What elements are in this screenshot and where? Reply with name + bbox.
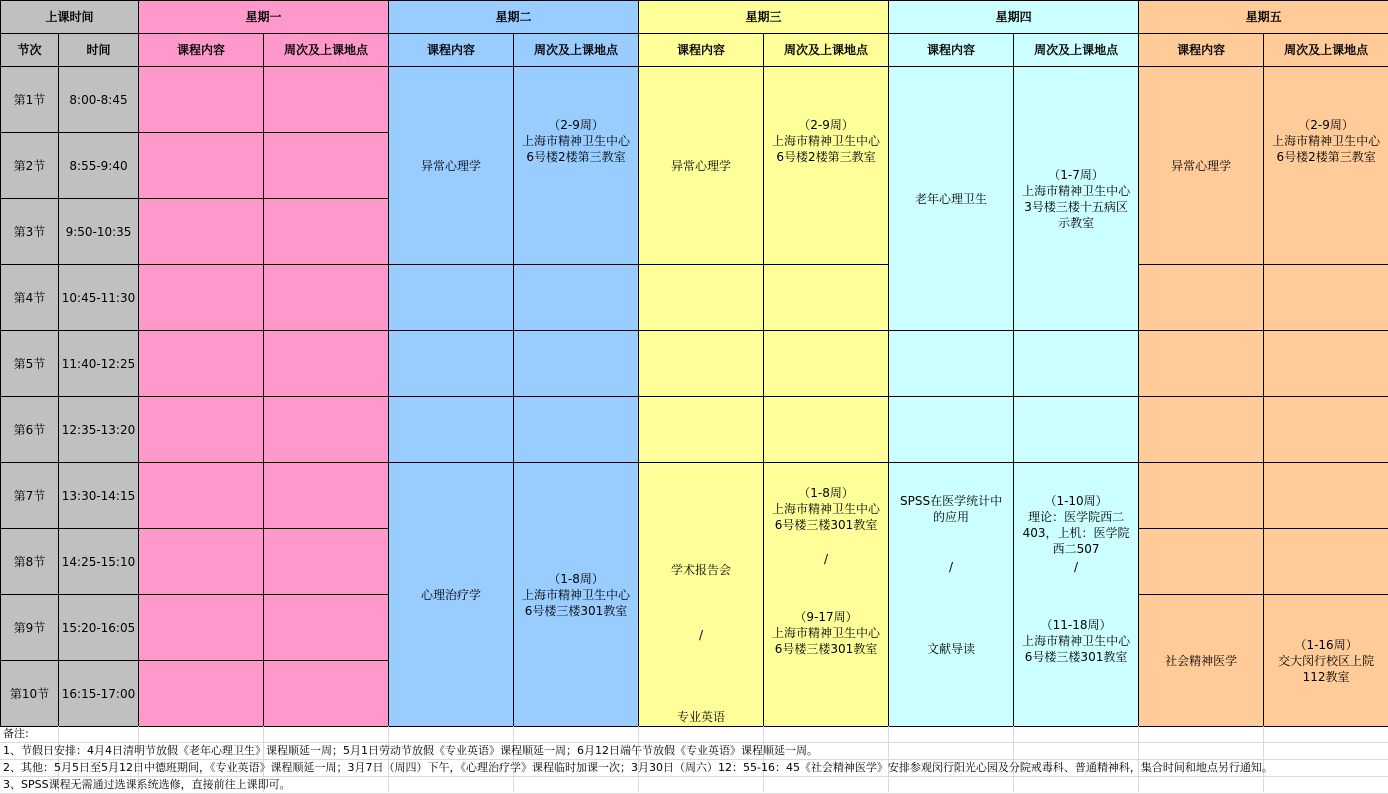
session-time: 8:55-9:40 (59, 133, 139, 199)
fri-course-cell (1139, 265, 1264, 331)
wed-location-cell (764, 331, 889, 397)
content-col-header: 课程内容 (889, 34, 1014, 67)
location-line: 上海市精神卫生中心 (522, 134, 631, 148)
separator: / (1074, 560, 1079, 574)
location-line: 西二507 (1052, 542, 1100, 556)
location-line: 112教室 (1302, 669, 1350, 684)
wed-course-cell (639, 265, 764, 331)
session-number: 第3节 (1, 199, 59, 265)
location-line: 3号楼三楼十五病区 (1024, 199, 1128, 214)
location-line: 上海市精神卫生中心 (772, 502, 881, 516)
fri-location-cell (1264, 463, 1388, 529)
thu-location-cell (1014, 397, 1139, 463)
time-col-header: 时间 (59, 34, 139, 67)
session-number: 第4节 (1, 265, 59, 331)
weeks: （1-7周） (1048, 167, 1104, 182)
note-item: 1、节假日安排：4月4日清明节放假《老年心理卫生》课程顺延一周；5月1日劳动节放假《专业英语》课程顺延一周；6月12日端午节放假《专业英语》课程顺延一周。 (0, 743, 1388, 760)
session-number: 第6节 (1, 397, 59, 463)
fri-am-course (1139, 67, 1264, 265)
session-time: 11:40-12:25 (59, 331, 139, 397)
mon-course-cell (139, 463, 264, 529)
session-time: 12:35-13:20 (59, 397, 139, 463)
wed-location-cell (764, 265, 889, 331)
session-number: 第2节 (1, 133, 59, 199)
tue-pm-course (389, 463, 514, 727)
fri-course-cell (1139, 529, 1264, 595)
wed-am-location (764, 67, 889, 265)
weeks: （11-18周） (1040, 618, 1112, 632)
session-number: 第10节 (1, 661, 59, 727)
mon-location-cell (264, 595, 389, 661)
fri-pm-location (1264, 595, 1388, 727)
location-col-header: 周次及上课地点 (264, 34, 389, 67)
mon-location-cell (264, 133, 389, 199)
location-col-header: 周次及上课地点 (1264, 34, 1388, 67)
content-col-header: 课程内容 (639, 34, 764, 67)
session-number: 第9节 (1, 595, 59, 661)
day-header-fri: 星期五 (1139, 1, 1388, 34)
fri-pm-course (1139, 595, 1264, 727)
mon-location-cell (264, 463, 389, 529)
location-line: 示教室 (1058, 215, 1095, 230)
mon-course-cell (139, 397, 264, 463)
mon-location-cell (264, 331, 389, 397)
weeks: （1-10周） (1044, 494, 1108, 508)
location-line: 上海市精神卫生中心 (772, 626, 881, 640)
tue-course-cell (389, 397, 514, 463)
mon-location-cell (264, 397, 389, 463)
fri-location-cell (1264, 331, 1388, 397)
weeks: （1-8周） (798, 486, 854, 500)
note-item: 2、其他：5月5日至5月12日中德班期间，《专业英语》课程顺延一周；3月7日（周四）下午，《心理治疗学》课程临时加课一次；3月30日（周六）12：55-16：45《社会精神医学》安排参观闵行阳光心园及分院戒毒科、普通精神科，集合时间和地点另行通知。 (0, 760, 1388, 777)
mon-location-cell (264, 661, 389, 727)
mon-course-cell (139, 529, 264, 595)
location-line: 上海市精神卫生中心 (522, 587, 631, 602)
wed-pm-course (639, 463, 764, 727)
location-line: 上海市精神卫生中心 (1022, 634, 1131, 648)
course-name: 异常心理学 (1171, 158, 1232, 173)
tue-location-cell (514, 331, 639, 397)
fri-location-cell (1264, 265, 1388, 331)
session-number: 第7节 (1, 463, 59, 529)
separator: / (699, 628, 704, 642)
session-col-header: 节次 (1, 34, 59, 67)
tue-pm-location (514, 463, 639, 727)
session-number: 第1节 (1, 67, 59, 133)
location-line: 6号楼2楼第三教室 (526, 150, 626, 164)
location-line: 上海市精神卫生中心 (772, 134, 881, 148)
mon-location-cell (264, 67, 389, 133)
weeks: （2-9周） (548, 118, 604, 132)
content-col-header: 课程内容 (1139, 34, 1264, 67)
weeks: （9-17周） (794, 610, 858, 624)
mon-course-cell (139, 67, 264, 133)
session-time: 16:15-17:00 (59, 661, 139, 727)
location-line: 6号楼三楼301教室 (1024, 650, 1128, 664)
course-name: SPSS在医学统计中 (900, 494, 1003, 508)
course-name: 异常心理学 (421, 158, 482, 173)
session-time: 9:50-10:35 (59, 199, 139, 265)
mon-location-cell (264, 199, 389, 265)
session-time: 13:30-14:15 (59, 463, 139, 529)
wed-am-course (639, 67, 764, 265)
location-col-header: 周次及上课地点 (1014, 34, 1139, 67)
course-name: 学术报告会 (671, 563, 732, 577)
content-col-header: 课程内容 (389, 34, 514, 67)
thu-location-cell (1014, 331, 1139, 397)
location-line: 交大闵行校区上院 (1278, 653, 1375, 668)
thu-am-course (889, 67, 1014, 331)
session-time: 14:25-15:10 (59, 529, 139, 595)
tue-am-course (389, 67, 514, 265)
day-header-tue: 星期二 (389, 1, 639, 34)
fri-am-location (1264, 67, 1388, 265)
location-line: 6号楼2楼第三教室 (1276, 150, 1376, 164)
course-name: 老年心理卫生 (915, 191, 988, 206)
weeks: （1-16周） (1294, 637, 1358, 652)
day-header-wed: 星期三 (639, 1, 889, 34)
location-col-header: 周次及上课地点 (514, 34, 639, 67)
day-header-mon: 星期一 (139, 1, 389, 34)
session-time: 8:00-8:45 (59, 67, 139, 133)
tue-am-location (514, 67, 639, 265)
location-line: 上海市精神卫生中心 (1022, 183, 1131, 198)
weeks: （2-9周） (1298, 118, 1354, 132)
content-col-header: 课程内容 (139, 34, 264, 67)
session-number: 第5节 (1, 331, 59, 397)
mon-location-cell (264, 265, 389, 331)
mon-course-cell (139, 265, 264, 331)
thu-course-cell (889, 397, 1014, 463)
tue-location-cell (514, 265, 639, 331)
thu-pm-location (1014, 463, 1139, 727)
wed-location-cell (764, 397, 889, 463)
location-line: 理论：医学院西二 (1028, 510, 1125, 524)
mon-course-cell (139, 595, 264, 661)
course-name: 文献导读 (927, 642, 976, 656)
weeks: （1-8周） (548, 571, 604, 586)
separator: / (949, 560, 954, 574)
thu-am-location (1014, 67, 1139, 331)
thu-pm-course (889, 463, 1014, 727)
location-col-header: 周次及上课地点 (764, 34, 889, 67)
fri-course-cell (1139, 463, 1264, 529)
fri-location-cell (1264, 529, 1388, 595)
course-name: 专业英语 (677, 710, 726, 724)
mon-course-cell (139, 331, 264, 397)
course-name: 异常心理学 (671, 158, 732, 173)
time-group-header: 上课时间 (1, 1, 139, 34)
wed-course-cell (639, 397, 764, 463)
tue-location-cell (514, 397, 639, 463)
session-number: 第8节 (1, 529, 59, 595)
day-header-thu: 星期四 (889, 1, 1139, 34)
fri-location-cell (1264, 397, 1388, 463)
wed-pm-location (764, 463, 889, 727)
location-line: 403，上机：医学院 (1022, 526, 1130, 540)
location-line: 6号楼三楼301教室 (524, 603, 628, 618)
mon-course-cell (139, 661, 264, 727)
session-time: 15:20-16:05 (59, 595, 139, 661)
tue-course-cell (389, 265, 514, 331)
weeks: （2-9周） (798, 118, 854, 132)
location-line: 上海市精神卫生中心 (1272, 134, 1381, 148)
mon-course-cell (139, 199, 264, 265)
location-line: 6号楼2楼第三教室 (776, 150, 876, 164)
fri-course-cell (1139, 397, 1264, 463)
location-line: 6号楼三楼301教室 (774, 518, 878, 532)
thu-course-cell (889, 331, 1014, 397)
course-name: 的应用 (933, 510, 970, 524)
course-name: 心理治疗学 (421, 587, 482, 602)
mon-location-cell (264, 529, 389, 595)
note-item: 3、SPSS课程无需通过选课系统选修，直接前往上课即可。 (0, 777, 1388, 794)
separator: / (824, 552, 829, 566)
session-time: 10:45-11:30 (59, 265, 139, 331)
fri-course-cell (1139, 331, 1264, 397)
location-line: 6号楼三楼301教室 (774, 642, 878, 656)
wed-course-cell (639, 331, 764, 397)
course-name: 社会精神医学 (1165, 653, 1238, 668)
mon-course-cell (139, 133, 264, 199)
notes-section (0, 726, 1388, 794)
tue-course-cell (389, 331, 514, 397)
notes-title: 备注: (0, 726, 1388, 743)
